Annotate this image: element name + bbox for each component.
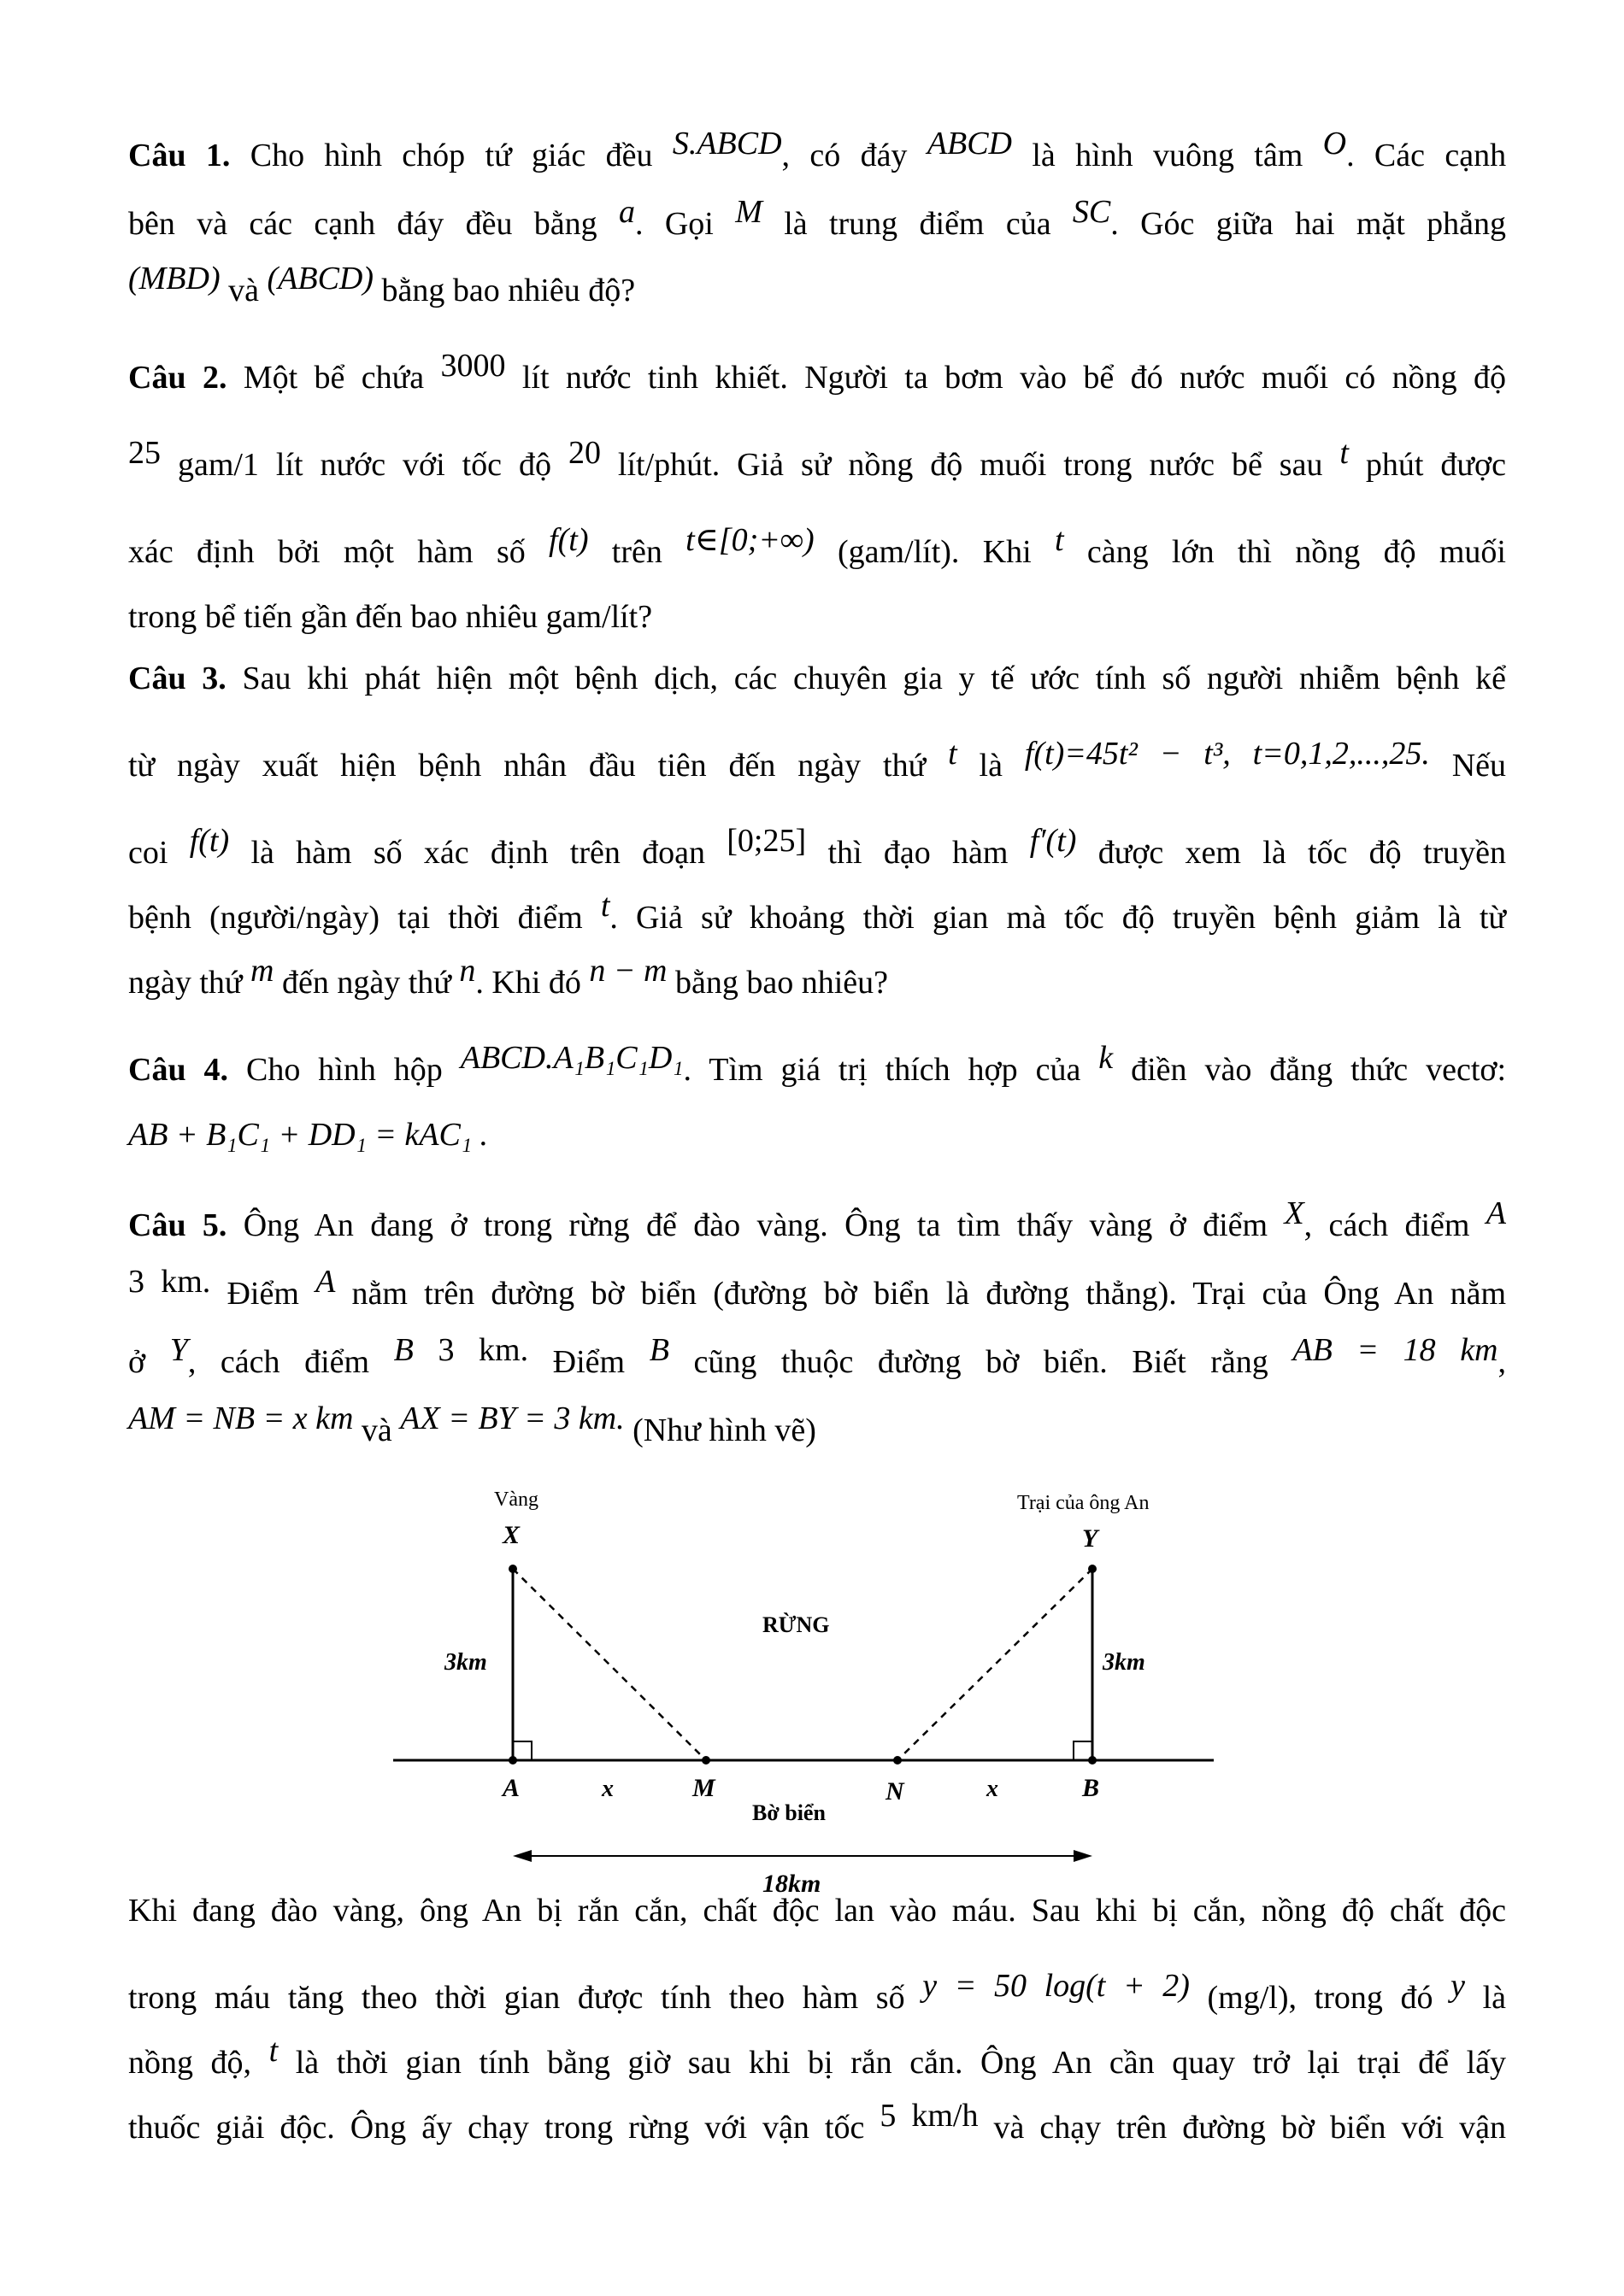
text: là bbox=[1482, 1980, 1507, 2016]
text: thuốc giải độc. Ông ấy chạy trong rừng với vận tốc bbox=[128, 2110, 865, 2146]
math: f(t)=45t² − t³, t=0,1,2,...,25. bbox=[1024, 736, 1430, 772]
label-x: X bbox=[503, 1521, 521, 1549]
q2-line-1 bbox=[128, 348, 1506, 396]
text: bằng bao nhiêu độ? bbox=[381, 273, 636, 308]
label-x-am: x bbox=[602, 1776, 614, 1802]
text: thì đạo hàm bbox=[827, 835, 1009, 871]
label-m: M bbox=[692, 1774, 715, 1802]
math: (MBD) bbox=[128, 261, 221, 297]
text: nồng độ, bbox=[128, 2045, 252, 2081]
q4-line-1 bbox=[128, 1040, 1507, 1089]
text: là hình vuông tâm bbox=[1032, 138, 1303, 173]
math: n bbox=[459, 953, 476, 989]
math: 20 bbox=[568, 435, 601, 471]
math: M bbox=[735, 194, 762, 230]
text: được xem là tốc độ truyền bbox=[1097, 835, 1507, 871]
math: t∈[0;+∞) bbox=[685, 522, 815, 558]
q1-label: Câu 1. bbox=[128, 138, 231, 173]
text: bên và các cạnh đáy đều bằng bbox=[128, 206, 597, 242]
math: t bbox=[1055, 522, 1064, 558]
math: f′(t) bbox=[1029, 823, 1077, 859]
text: và bbox=[361, 1412, 392, 1448]
text: đến ngày thứ bbox=[281, 965, 451, 1001]
label-y: Y bbox=[1082, 1524, 1098, 1553]
q2-label: Câu 2. bbox=[128, 360, 227, 396]
label-a: A bbox=[503, 1774, 521, 1802]
text: , có đáy bbox=[781, 138, 908, 173]
path-xm bbox=[513, 1569, 706, 1760]
arrowhead-right bbox=[1074, 1850, 1092, 1862]
math: f(t) bbox=[549, 522, 589, 558]
text: nằm trên đường bờ biển (đường bờ biển là đường thẳng). Trại của Ông An nằm bbox=[351, 1276, 1507, 1312]
arrowhead-left bbox=[513, 1850, 532, 1862]
math: t bbox=[948, 736, 957, 772]
point-x bbox=[509, 1565, 517, 1573]
math: t bbox=[600, 888, 610, 924]
point-b bbox=[1088, 1756, 1097, 1765]
text: là bbox=[979, 748, 1003, 784]
math: AM = NB = x km bbox=[128, 1401, 354, 1436]
text: và bbox=[228, 273, 259, 308]
math: 3000 bbox=[440, 348, 506, 384]
text: ở bbox=[128, 1344, 146, 1380]
path-ny bbox=[897, 1569, 1092, 1760]
math: 25 bbox=[128, 435, 161, 471]
text: xác định bởi một hàm số bbox=[128, 534, 526, 570]
text: Sau khi phát hiện một bệnh dịch, các chuyên gia y tế ước tính số người nhiễm bệnh kể bbox=[242, 661, 1506, 696]
math: X bbox=[1284, 1195, 1304, 1231]
math: 3 km. bbox=[438, 1332, 529, 1368]
text: bằng bao nhiêu? bbox=[674, 965, 888, 1001]
point-n bbox=[893, 1756, 902, 1765]
math: B bbox=[393, 1332, 414, 1368]
span-label: 18km bbox=[762, 1870, 821, 1898]
math: k bbox=[1098, 1040, 1114, 1076]
text: từ ngày xuất hiện bệnh nhân đầu tiên đến ngày thứ bbox=[128, 748, 927, 784]
math: (ABCD) bbox=[267, 261, 374, 297]
text: . Giả sử khoảng thời gian mà tốc độ truyền bệnh giảm là từ bbox=[609, 900, 1506, 936]
label-right-height: 3km bbox=[1103, 1649, 1145, 1676]
q3-line-2 bbox=[128, 736, 1507, 784]
math: B bbox=[649, 1332, 669, 1368]
gold-label: Vàng bbox=[494, 1489, 538, 1511]
q3-line-1 bbox=[128, 660, 1506, 697]
text: Cho hình hộp bbox=[245, 1052, 443, 1088]
label-n: N bbox=[886, 1777, 904, 1806]
camp-label: Trại của ông An bbox=[1017, 1492, 1150, 1514]
math: 3 km. bbox=[128, 1264, 211, 1300]
point-y bbox=[1088, 1565, 1097, 1573]
q5-label: Câu 5. bbox=[128, 1207, 227, 1243]
math: Y bbox=[169, 1332, 188, 1368]
q2-line-2 bbox=[128, 435, 1506, 484]
text: Một bể chứa bbox=[243, 360, 425, 396]
math: t bbox=[268, 2033, 279, 2069]
q4-label: Câu 4. bbox=[128, 1052, 229, 1088]
text: , cách điểm bbox=[187, 1344, 370, 1380]
q2-line-4: trong bể tiến gần đến bao nhiêu gam/lít? bbox=[128, 599, 653, 635]
q3-label: Câu 3. bbox=[128, 661, 227, 696]
text: càng lớn thì nồng độ muối bbox=[1086, 534, 1506, 570]
q4-vector-equation: AB + B₁C₁ + DD₁ = kAC₁ . bbox=[128, 1117, 489, 1153]
text: lít/phút. Giả sử nồng độ muối trong nước bể sau bbox=[617, 447, 1323, 483]
text: phút được bbox=[1365, 447, 1506, 483]
coast-label: Bờ biển bbox=[752, 1800, 826, 1825]
text: là thời gian tính bằng giờ sau khi bị rắn cắn. Ông An cần quay trở lại trại để lấy bbox=[295, 2045, 1507, 2081]
q3-line-3 bbox=[128, 823, 1507, 872]
math: AB = 18 km bbox=[1292, 1332, 1498, 1368]
q1-line-2 bbox=[128, 194, 1507, 243]
text: . Khi đó bbox=[475, 965, 581, 1001]
text: . Các cạnh bbox=[1346, 138, 1507, 173]
q1-line-3 bbox=[128, 261, 1506, 309]
q2-line-3 bbox=[128, 522, 1506, 571]
label-x-nb: x bbox=[986, 1776, 998, 1802]
text: Nếu bbox=[1451, 748, 1507, 784]
text: và chạy trên đường bờ biển với vận bbox=[993, 2110, 1507, 2146]
math: y bbox=[1450, 1968, 1465, 2004]
math: O bbox=[1322, 126, 1347, 161]
math: f(t) bbox=[189, 823, 230, 859]
text: lít nước tinh khiết. Người ta bơm vào bể đó nước muối có nồng độ bbox=[521, 360, 1506, 396]
math: S.ABCD bbox=[672, 126, 782, 161]
text: coi bbox=[128, 835, 168, 871]
text: (mg/l), trong đó bbox=[1207, 1980, 1433, 2016]
q5-line-4 bbox=[128, 1401, 1506, 1449]
after-line-3 bbox=[128, 2033, 1507, 2082]
text: gam/1 lít nước với tốc độ bbox=[177, 447, 552, 483]
text: Cho hình chóp tứ giác đều bbox=[250, 138, 653, 173]
point-a bbox=[509, 1756, 517, 1765]
text: . Góc giữa hai mặt phẳng bbox=[1110, 206, 1507, 242]
math: ABCD bbox=[927, 126, 1012, 161]
text: , cách điểm bbox=[1303, 1207, 1470, 1243]
text: Điểm bbox=[227, 1276, 299, 1312]
forest-label: RỪNG bbox=[762, 1612, 830, 1637]
text: Điểm bbox=[552, 1344, 626, 1380]
math: ABCD.A₁B₁C₁D₁ bbox=[460, 1040, 684, 1076]
math: SC bbox=[1072, 194, 1111, 230]
q1-line-1 bbox=[128, 126, 1507, 174]
math: [0;25] bbox=[727, 823, 807, 859]
text: bệnh (người/ngày) tại thời điểm bbox=[128, 900, 583, 936]
text: cũng thuộc đường bờ biển. Biết rằng bbox=[693, 1344, 1268, 1380]
after-line-2 bbox=[128, 1968, 1507, 2017]
q5-line-2 bbox=[128, 1264, 1507, 1312]
math: A bbox=[315, 1264, 336, 1300]
q5-line-1 bbox=[128, 1195, 1506, 1244]
math: n − m bbox=[589, 953, 668, 989]
math: y = 50 log(t + 2) bbox=[922, 1968, 1190, 2004]
text: Ông An đang ở trong rừng để đào vàng. Ông ta tìm thấy vàng ở điểm bbox=[243, 1207, 1268, 1243]
text: . Gọi bbox=[635, 206, 714, 242]
label-b: B bbox=[1082, 1774, 1100, 1802]
q5-line-3 bbox=[128, 1332, 1506, 1381]
text: , bbox=[1497, 1344, 1506, 1380]
after-line-1: Khi đang đào vàng, ông An bị rắn cắn, chất độc lan vào máu. Sau khi bị cắn, nồng độ chất độc bbox=[128, 1893, 1506, 1929]
math: AX = BY = 3 km. bbox=[400, 1401, 625, 1436]
math: 5 km/h bbox=[880, 2098, 979, 2134]
text: ngày thứ bbox=[128, 965, 243, 1001]
math: A bbox=[1486, 1195, 1506, 1231]
q3-line-4 bbox=[128, 888, 1506, 937]
text: trong máu tăng theo thời gian được tính theo hàm số bbox=[128, 1980, 905, 2016]
text: là trung điểm của bbox=[784, 206, 1051, 242]
math: a bbox=[619, 194, 636, 230]
math: t bbox=[1339, 435, 1349, 471]
math: m bbox=[250, 953, 274, 989]
text: (gam/lít). Khi bbox=[837, 534, 1032, 570]
label-left-height: 3km bbox=[444, 1649, 487, 1676]
text: (Như hình vẽ) bbox=[633, 1412, 816, 1448]
text: điền vào đẳng thức vectơ: bbox=[1131, 1052, 1507, 1088]
q3-line-5 bbox=[128, 953, 1506, 1001]
text: là hàm số xác định trên đoạn bbox=[250, 835, 705, 871]
text: . Tìm giá trị thích hợp của bbox=[683, 1052, 1081, 1088]
point-m bbox=[702, 1756, 710, 1765]
text: trên bbox=[611, 534, 662, 570]
after-line-4 bbox=[128, 2098, 1507, 2146]
